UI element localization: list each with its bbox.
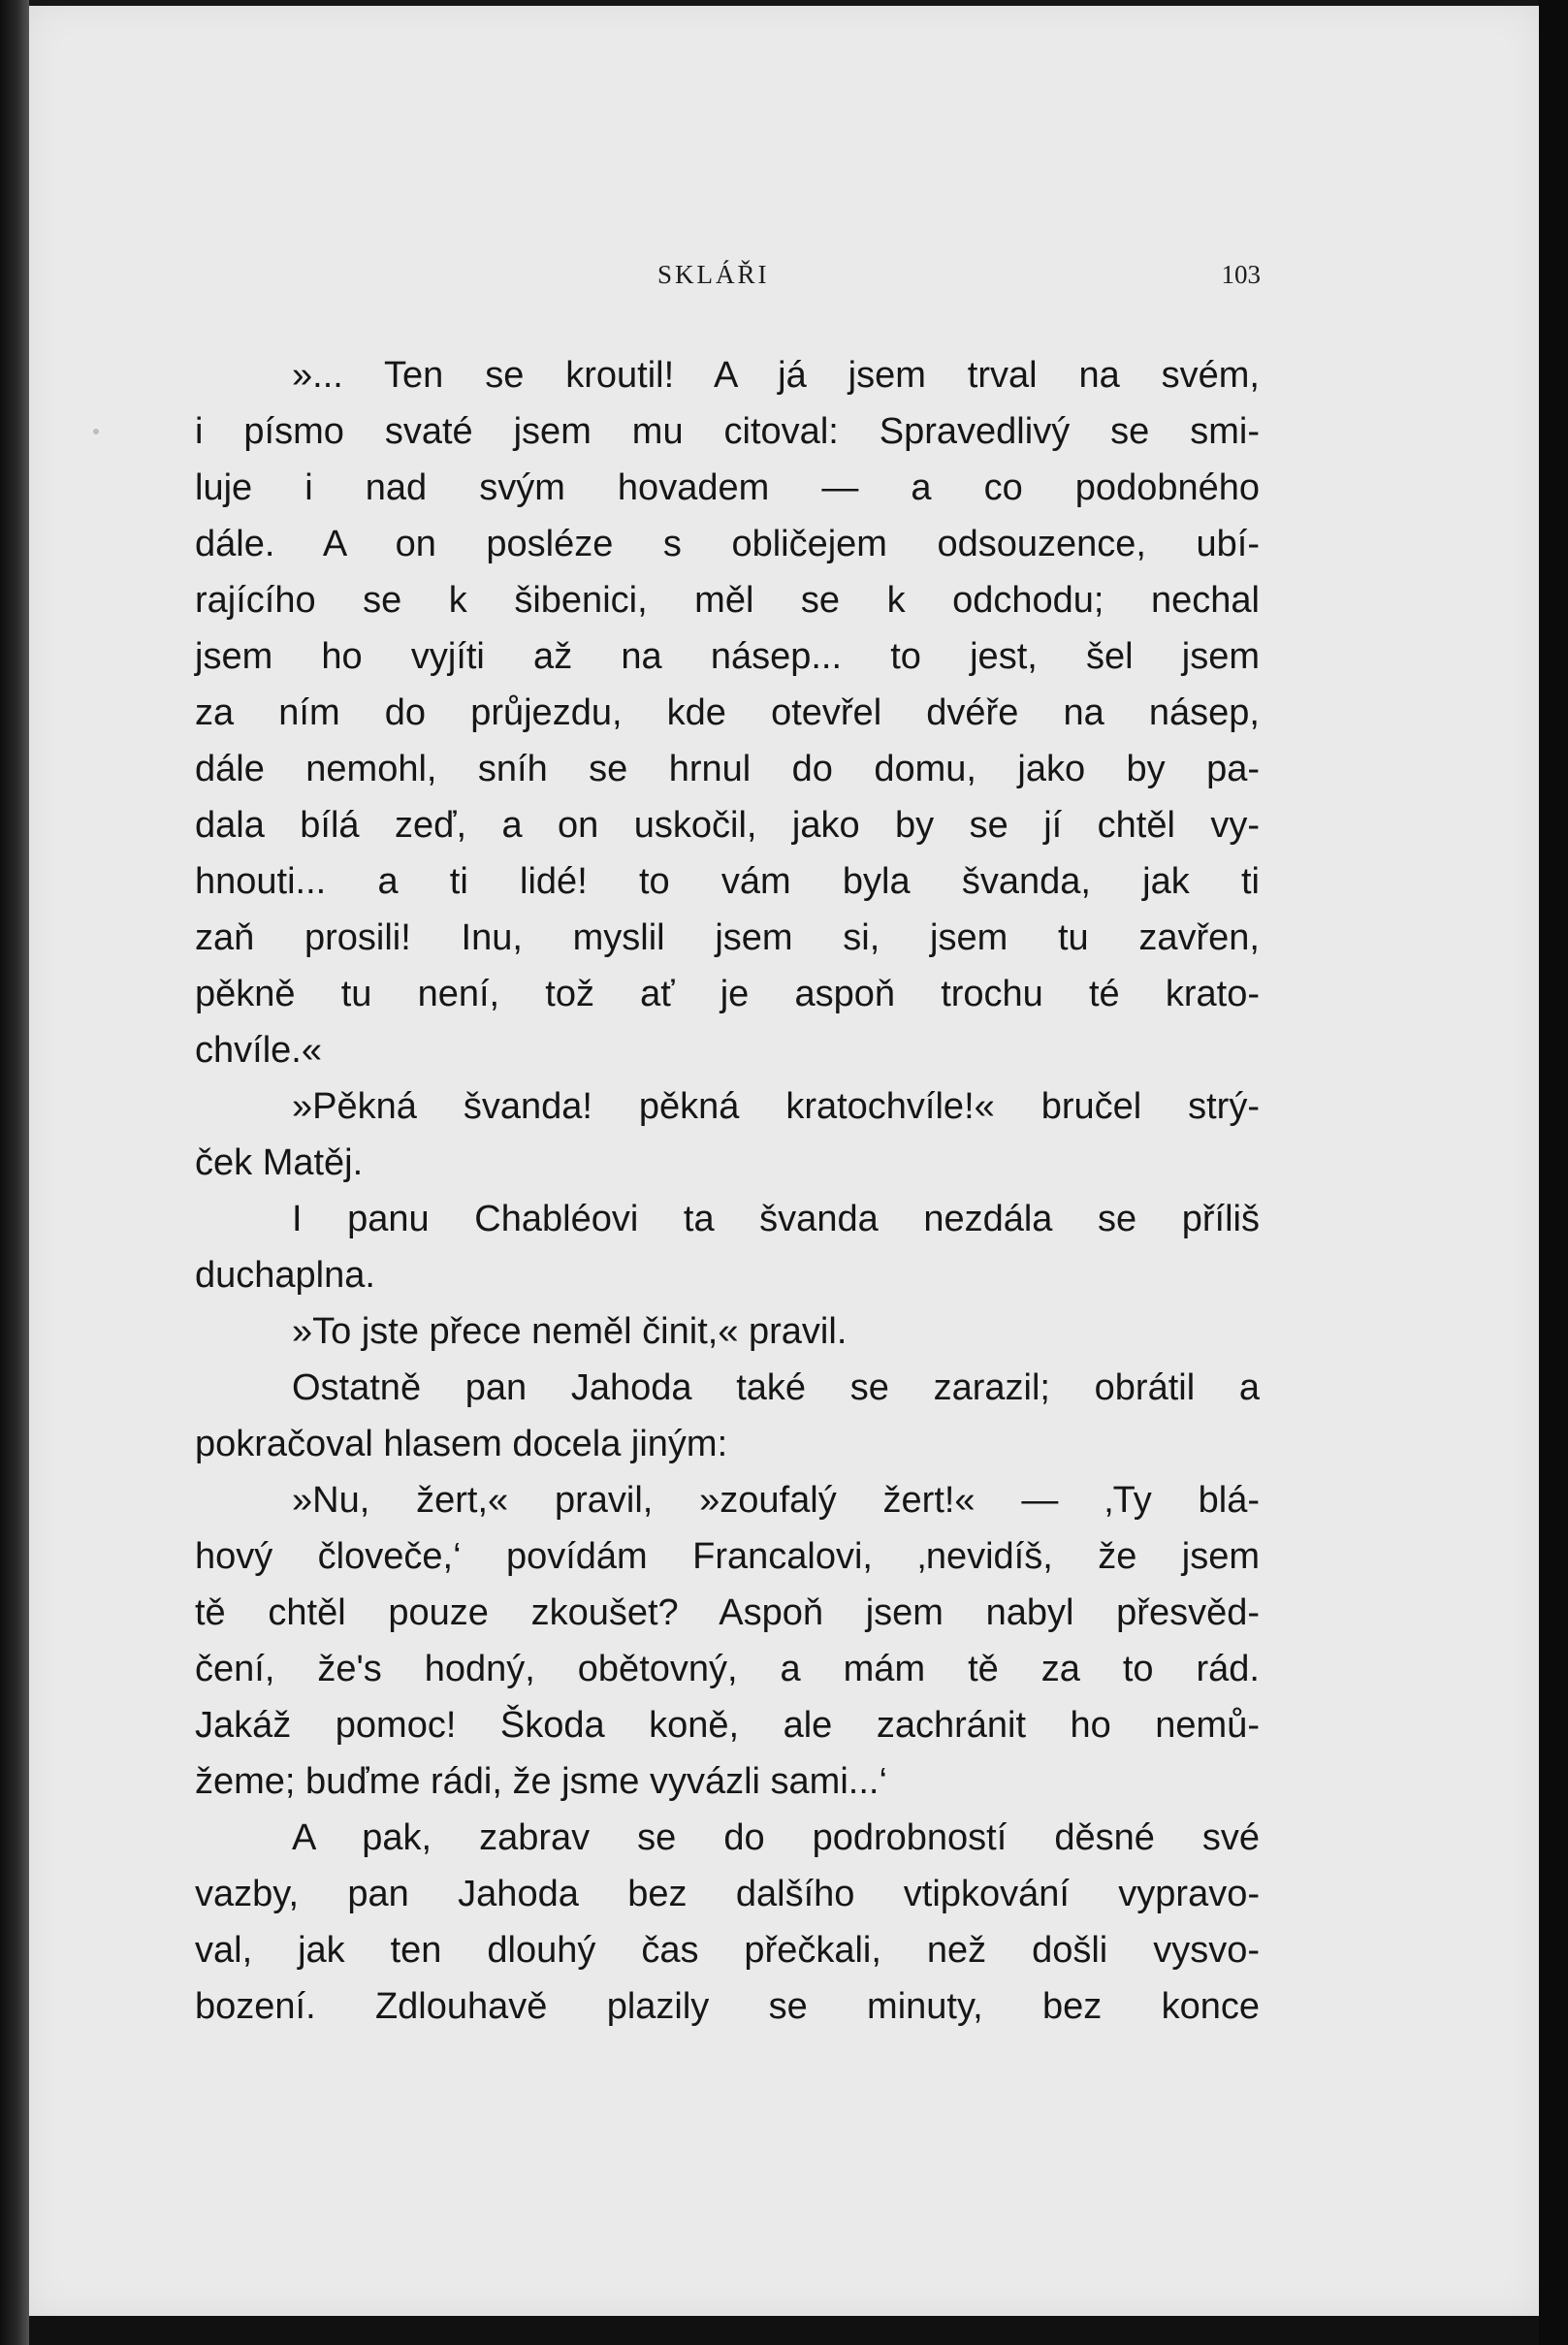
text-line: i písmo svaté jsem mu citoval: Spravedlivý se smi- bbox=[195, 411, 1260, 452]
text-line: vazby, pan Jahoda bez dalšího vtipkování vypravo- bbox=[195, 1874, 1260, 1914]
text-line: dále. A on posléze s obličejem odsouzence, ubí- bbox=[195, 524, 1260, 564]
text-line: jsem ho vyjíti až na násep... to jest, šel jsem bbox=[195, 636, 1260, 677]
text-line: žeme; buďme rádi, že jsme vyvázli sami...‘ bbox=[195, 1761, 887, 1802]
text-line: hnouti... a ti lidé! to vám byla švanda, jak ti bbox=[195, 861, 1260, 902]
text-line: duchaplna. bbox=[195, 1255, 375, 1296]
text-line: tě chtěl pouze zkoušet? Aspoň jsem nabyl přesvěd- bbox=[195, 1592, 1260, 1633]
text-line: val, jak ten dlouhý čas přečkali, než došli vysvo- bbox=[195, 1930, 1260, 1971]
text-line: »Nu, žert,« pravil, »zoufalý žert!« — ‚Ty blá- bbox=[292, 1480, 1260, 1521]
text-line: bození. Zdlouhavě plazily se minuty, bez konce bbox=[195, 1986, 1260, 2027]
text-line: A pak, zabrav se do podrobností děsné své bbox=[292, 1817, 1260, 1858]
scan-border-right bbox=[1539, 0, 1568, 2345]
text-line: pokračoval hlasem docela jiným: bbox=[195, 1424, 728, 1464]
book-spine-shadow bbox=[0, 0, 29, 2345]
running-title: SKLÁŘI bbox=[657, 260, 770, 289]
text-line: dala bílá zeď, a on uskočil, jako by se jí chtěl vy- bbox=[195, 805, 1260, 846]
text-line: zaň prosili! Inu, myslil jsem si, jsem tu zavřen, bbox=[195, 917, 1260, 958]
text-line: »... Ten se kroutil! A já jsem trval na svém, bbox=[292, 355, 1260, 396]
text-line: za ním do průjezdu, kde otevřel dvéře na násep, bbox=[195, 692, 1260, 733]
text-line: »Pěkná švanda! pěkná kratochvíle!« bručel strý- bbox=[292, 1086, 1260, 1127]
text-line: hový človeče,‘ povídám Francalovi, ‚nevidíš, že jsem bbox=[195, 1536, 1260, 1577]
text-line: luje i nad svým hovadem — a co podobného bbox=[195, 467, 1260, 508]
text-line: Jakáž pomoc! Škoda koně, ale zachránit ho nemů- bbox=[195, 1705, 1260, 1746]
text-line: Ostatně pan Jahoda také se zarazil; obrátil a bbox=[292, 1367, 1260, 1408]
scan-border-bottom bbox=[29, 2316, 1539, 2345]
text-line: »To jste přece neměl činit,« pravil. bbox=[292, 1311, 848, 1352]
paper-speck bbox=[93, 429, 99, 434]
text-line: chvíle.« bbox=[195, 1030, 322, 1071]
running-head bbox=[194, 260, 1261, 299]
page-number: 103 bbox=[1221, 260, 1261, 289]
text-line: rajícího se k šibenici, měl se k odchodu; nechal bbox=[195, 580, 1260, 621]
body-text bbox=[195, 347, 1260, 2035]
text-line: I panu Chabléovi ta švanda nezdála se příliš bbox=[292, 1199, 1260, 1239]
text-line: čení, že's hodný, obětovný, a mám tě za to rád. bbox=[195, 1649, 1260, 1689]
text-line: pěkně tu není, tož ať je aspoň trochu té krato- bbox=[195, 974, 1260, 1014]
text-line: dále nemohl, sníh se hrnul do domu, jako by pa- bbox=[195, 749, 1260, 789]
text-line: ček Matěj. bbox=[195, 1142, 364, 1183]
